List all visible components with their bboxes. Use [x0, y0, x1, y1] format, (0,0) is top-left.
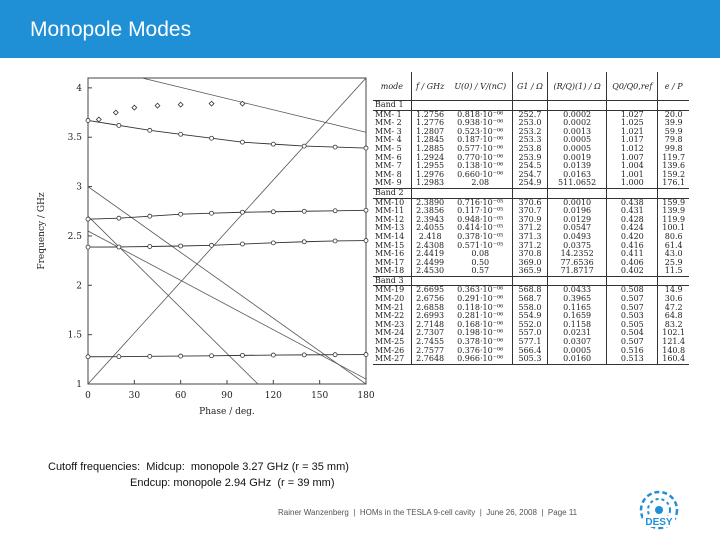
table-cell: 0.818·10⁻⁰⁶	[457, 109, 504, 119]
slide-title: Monopole Modes	[30, 18, 192, 41]
table-cell: 0.363·10⁻⁰⁶	[457, 285, 504, 295]
table-cell: 1.025	[607, 119, 658, 128]
table-cell: 0.1659	[547, 312, 606, 321]
table-cell: 2.4308	[411, 242, 448, 251]
x-axis-label: Phase / deg.	[199, 407, 255, 417]
table-cell: 2.4499	[411, 259, 448, 268]
data-point	[86, 217, 90, 221]
table-cell: 102.1	[658, 329, 689, 338]
table-cell: 253.2	[512, 128, 547, 137]
table-cell: 252.7	[512, 110, 547, 119]
data-point	[333, 239, 337, 243]
table-cell: 253.3	[512, 136, 547, 145]
table-cell: 0.0002	[547, 110, 606, 119]
data-point	[86, 355, 90, 359]
table-cell: 371.2	[512, 224, 547, 233]
data-point	[210, 243, 214, 247]
data-point	[240, 242, 244, 246]
table-cell: MM-18	[375, 266, 405, 276]
marker-point	[113, 110, 118, 115]
table-cell: 0.948·10⁻⁰⁵	[457, 214, 504, 224]
column-header: U(0) / V/(nC)	[449, 72, 513, 101]
series-line	[88, 120, 366, 148]
table-cell: 2.4055	[411, 224, 448, 233]
y-tick-label: 1	[76, 380, 82, 390]
data-point	[179, 354, 183, 358]
table-cell: 100.1	[658, 224, 689, 233]
table-cell: MM-21	[375, 302, 405, 312]
table-cell: MM-22	[375, 311, 405, 321]
data-point	[148, 354, 152, 358]
series-line	[88, 241, 366, 248]
marker-point	[132, 105, 137, 110]
table-cell: 568.7	[512, 295, 547, 304]
table-cell: 0.0019	[547, 154, 606, 163]
data-point	[271, 142, 275, 146]
table-cell: MM- 9	[375, 178, 402, 188]
table-cell: 0.523·10⁻⁰⁶	[457, 126, 504, 136]
table-cell: 39.9	[658, 119, 689, 128]
column-header: G1 / Ω	[512, 72, 547, 101]
table-cell: 1.001	[607, 171, 658, 180]
caption-line-1: Cutoff frequencies: Midcup: monopole 3.27 GHz (r = 35 mm)	[48, 461, 349, 473]
table-cell: 557.0	[512, 329, 547, 338]
table-cell: 0.138·10⁻⁰⁶	[457, 161, 504, 171]
slide-header	[0, 0, 720, 58]
table-cell: MM-12	[375, 214, 405, 224]
logo-text: DESY	[645, 517, 673, 528]
table-cell: 0.411	[607, 250, 658, 259]
table-cell: 2.418	[411, 233, 448, 242]
table-cell: 505.3	[512, 355, 547, 364]
data-point	[364, 353, 368, 357]
table-cell: 2.4530	[411, 267, 448, 276]
table-cell: MM- 6	[375, 152, 402, 162]
table-cell: MM-15	[375, 240, 405, 250]
band-label: Band 3	[373, 276, 411, 286]
table-cell: 0.431	[607, 207, 658, 216]
table-cell: 0.118·10⁻⁰⁶	[457, 302, 504, 312]
x-tick-label: 150	[311, 391, 329, 401]
table-cell: 0.378·10⁻⁰⁶	[457, 337, 504, 347]
table-cell: MM- 8	[375, 169, 402, 179]
table-cell: 2.7307	[411, 329, 448, 338]
table-cell: 0.0013	[547, 128, 606, 137]
table-cell: 0.505	[607, 321, 658, 330]
y-tick-label: 2.5	[67, 231, 82, 242]
table-cell: 1.2776	[411, 119, 448, 128]
table-cell: 2.3856	[411, 207, 448, 216]
data-point	[302, 353, 306, 357]
table-cell: 11.5	[658, 267, 689, 276]
data-point	[364, 239, 368, 243]
table-cell: 1.2955	[411, 162, 448, 171]
y-tick-label: 2	[76, 281, 82, 292]
footer-text: Rainer Wanzenberg | HOMs in the TESLA 9-cell cavity | June 26, 2008 | Page 11	[278, 508, 578, 517]
table-cell: 1.017	[607, 136, 658, 145]
table-cell: 119.7	[658, 154, 689, 163]
table-cell: 119.9	[658, 216, 689, 225]
data-point	[240, 210, 244, 214]
table-cell: 1.2756	[411, 110, 448, 119]
marker-point	[209, 101, 214, 106]
table-cell: 2.7455	[411, 338, 448, 347]
table-cell: 0.378·10⁻⁰⁵	[457, 231, 504, 241]
table-cell: 0.3965	[547, 295, 606, 304]
data-point	[333, 353, 337, 357]
table-cell: MM-25	[375, 337, 405, 347]
table-cell: 47.2	[658, 304, 689, 313]
table-cell: 1.021	[607, 128, 658, 137]
table-cell: 0.291·10⁻⁰⁶	[457, 294, 504, 304]
table-cell: 0.571·10⁻⁰⁵	[457, 240, 504, 250]
table-cell: 2.7577	[411, 347, 448, 356]
table-cell: 1.2983	[411, 179, 448, 188]
desy-logo	[634, 488, 684, 536]
table-cell: MM- 3	[375, 126, 402, 136]
table-cell: 0.0547	[547, 224, 606, 233]
table-cell: 2.6695	[411, 286, 448, 295]
table-cell: 2.4419	[411, 250, 448, 259]
table-cell: 1.007	[607, 154, 658, 163]
data-point	[179, 132, 183, 136]
column-header: (R/Q)(1) / Ω	[547, 72, 606, 101]
table-cell: 253.0	[512, 119, 547, 128]
band-label: Band 2	[373, 188, 411, 198]
data-point	[364, 208, 368, 212]
x-tick-label: 30	[128, 391, 141, 401]
table-cell: 0.1158	[547, 321, 606, 330]
table-cell: MM- 4	[375, 135, 402, 145]
table-cell: 159.9	[658, 198, 689, 207]
table-cell: 2.7648	[411, 355, 448, 364]
data-point	[333, 145, 337, 149]
table-cell: 77.6536	[547, 259, 606, 268]
table-cell: 43.0	[658, 250, 689, 259]
marker-point	[155, 103, 160, 108]
data-point	[302, 144, 306, 148]
table-cell: 0.507	[607, 295, 658, 304]
table-cell: 0.438	[607, 198, 658, 207]
x-tick-label: 90	[221, 391, 233, 401]
data-point	[117, 245, 121, 249]
table-cell: 253.8	[512, 145, 547, 154]
table-cell: 577.1	[512, 338, 547, 347]
table-cell: 371.3	[512, 233, 547, 242]
data-point	[117, 123, 121, 127]
table-cell: 0.08	[471, 249, 490, 259]
table-cell: 0.0493	[547, 233, 606, 242]
data-point	[117, 216, 121, 220]
table-cell: MM-11	[375, 206, 405, 216]
table-cell: 1.2976	[411, 171, 448, 180]
table-cell: 0.0196	[547, 207, 606, 216]
table-cell: 568.8	[512, 286, 547, 295]
table-cell: 0.503	[607, 312, 658, 321]
y-tick-label: 1.5	[67, 330, 82, 341]
data-point	[364, 146, 368, 150]
table-cell: 558.0	[512, 304, 547, 313]
table-cell: 0.0005	[547, 145, 606, 154]
table-cell: 0.281·10⁻⁰⁶	[457, 311, 504, 321]
table-header-row	[373, 72, 689, 101]
table-cell: 371.2	[512, 242, 547, 251]
table-cell: 1.004	[607, 162, 658, 171]
band-row	[373, 188, 689, 198]
table-cell: 0.0433	[547, 286, 606, 295]
table-cell: 64.8	[658, 312, 689, 321]
table-cell: 365.9	[512, 267, 547, 276]
band-label: Band 1	[373, 101, 411, 111]
table-cell: 0.0005	[547, 347, 606, 356]
table-cell: 254.9	[512, 179, 547, 188]
x-tick-label: 180	[357, 391, 375, 401]
table-cell: 2.3890	[411, 198, 448, 207]
table-cell: 0.0231	[547, 329, 606, 338]
table-cell: MM- 5	[375, 143, 402, 153]
y-tick-label: 4	[76, 83, 82, 94]
table-cell: 80.6	[658, 233, 689, 242]
table-cell: MM- 1	[375, 109, 402, 119]
table-cell: 2.6756	[411, 295, 448, 304]
table-cell: 0.513	[607, 355, 658, 364]
table-cell: 0.187·10⁻⁰⁶	[457, 135, 504, 145]
table-cell: 83.2	[658, 321, 689, 330]
table-cell: 139.6	[658, 162, 689, 171]
data-point	[148, 244, 152, 248]
data-point	[86, 245, 90, 249]
table-cell: 0.406	[607, 259, 658, 268]
table-cell: MM-16	[375, 249, 405, 259]
table-cell: 554.9	[512, 312, 547, 321]
table-cell: 176.1	[658, 179, 689, 188]
table-row	[373, 267, 689, 276]
column-header: mode	[373, 72, 411, 101]
table-cell: 0.57	[471, 266, 490, 276]
column-header: e / P	[658, 72, 689, 101]
table-cell: 61.4	[658, 242, 689, 251]
table-cell: 0.507	[607, 338, 658, 347]
table-cell: 0.424	[607, 224, 658, 233]
table-cell: 139.9	[658, 207, 689, 216]
table-cell: 0.938·10⁻⁰⁶	[457, 118, 504, 128]
table-cell: 0.516	[607, 347, 658, 356]
table-cell: MM-13	[375, 223, 405, 233]
data-point	[302, 209, 306, 213]
table-cell: 369.0	[512, 259, 547, 268]
table-cell: 0.428	[607, 216, 658, 225]
table-cell: 30.6	[658, 295, 689, 304]
y-tick-label: 3	[76, 182, 82, 193]
table-cell: 2.6858	[411, 304, 448, 313]
data-point	[210, 136, 214, 140]
data-point	[271, 353, 275, 357]
data-point	[179, 244, 183, 248]
table-cell: 0.414·10⁻⁰⁵	[457, 223, 504, 233]
table-cell: 0.660·10⁻⁰⁶	[457, 169, 504, 179]
table-cell: MM-23	[375, 319, 405, 329]
data-point	[210, 354, 214, 358]
table-cell: MM-20	[375, 294, 405, 304]
table-cell: 1.2924	[411, 154, 448, 163]
x-tick-label: 120	[264, 391, 282, 401]
table-cell: 0.50	[471, 257, 490, 267]
table-cell: 79.8	[658, 136, 689, 145]
table-cell: 370.7	[512, 207, 547, 216]
data-point	[240, 140, 244, 144]
data-point	[240, 353, 244, 357]
data-point	[117, 355, 121, 359]
table-cell: 0.0139	[547, 162, 606, 171]
table-cell: 1.000	[607, 179, 658, 188]
table-cell: 0.0160	[547, 355, 606, 364]
table-cell: 0.0010	[547, 198, 606, 207]
x-tick-label: 0	[85, 391, 91, 401]
light-line	[88, 78, 366, 384]
y-tick-label: 3.5	[67, 133, 82, 144]
table-cell: 2.08	[471, 178, 490, 188]
table-cell: 0.117·10⁻⁰⁵	[457, 206, 504, 216]
table-cell: 552.0	[512, 321, 547, 330]
table-cell: 0.770·10⁻⁰⁶	[457, 152, 504, 162]
table-cell: 0.504	[607, 329, 658, 338]
table-cell: MM-24	[375, 328, 405, 338]
table-cell: 566.4	[512, 347, 547, 356]
table-row	[373, 355, 689, 364]
band-row	[373, 101, 689, 111]
table-cell: 370.9	[512, 216, 547, 225]
table-cell: 0.0375	[547, 242, 606, 251]
y-axis-label: Frequency / GHz	[37, 192, 47, 270]
table-cell: MM- 7	[375, 161, 402, 171]
table-cell: 0.376·10⁻⁰⁶	[457, 345, 504, 355]
marker-point	[178, 102, 183, 107]
table-cell: 2.7148	[411, 321, 448, 330]
table-cell: 20.0	[658, 110, 689, 119]
table-cell: 0.577·10⁻⁰⁶	[457, 143, 504, 153]
table-cell: 0.507	[607, 304, 658, 313]
table-cell: 0.966·10⁻⁰⁶	[457, 354, 504, 364]
table-cell: 14.2352	[547, 250, 606, 259]
data-point	[333, 209, 337, 213]
table-cell: 0.0129	[547, 216, 606, 225]
table-cell: 0.0307	[547, 338, 606, 347]
table-cell: 0.508	[607, 286, 658, 295]
table-cell: 25.9	[658, 259, 689, 268]
table-cell: 2.6993	[411, 312, 448, 321]
table-cell: 253.9	[512, 154, 547, 163]
table-cell: MM-26	[375, 345, 405, 355]
table-cell: 0.402	[607, 267, 658, 276]
data-point	[148, 128, 152, 132]
x-tick-label: 60	[174, 391, 187, 401]
dispersion-chart	[30, 72, 375, 418]
table-cell: 14.9	[658, 286, 689, 295]
data-point	[179, 212, 183, 216]
table-cell: 160.4	[658, 355, 689, 364]
light-line	[88, 216, 258, 384]
table-cell: 0.168·10⁻⁰⁶	[457, 319, 504, 329]
modes-table	[373, 72, 689, 365]
table-cell: MM-10	[375, 197, 405, 207]
table-cell: 1.2807	[411, 128, 448, 137]
table-cell: 71.8717	[547, 267, 606, 276]
table-cell: MM- 2	[375, 118, 402, 128]
column-header: Q0/Q0,ref	[607, 72, 658, 101]
table-cell: 59.9	[658, 128, 689, 137]
table-cell: 159.2	[658, 171, 689, 180]
table-cell: 370.8	[512, 250, 547, 259]
table-cell: MM-14	[375, 231, 405, 241]
table-row	[373, 179, 689, 188]
table-cell: 0.1165	[547, 304, 606, 313]
data-point	[148, 214, 152, 218]
light-line	[142, 78, 366, 132]
table-cell: 254.5	[512, 162, 547, 171]
marker-point	[96, 117, 101, 122]
table-cell: MM-27	[375, 354, 405, 364]
table-cell: 1.012	[607, 145, 658, 154]
column-header: f / GHz	[411, 72, 448, 101]
table-cell: 0.0163	[547, 171, 606, 180]
table-cell: 0.416	[607, 242, 658, 251]
table-cell: 1.2845	[411, 136, 448, 145]
table-cell: 0.0002	[547, 119, 606, 128]
table-cell: 121.4	[658, 338, 689, 347]
table-cell: 0.716·10⁻⁰⁵	[457, 197, 504, 207]
table-cell: 254.7	[512, 171, 547, 180]
series-line	[88, 210, 366, 219]
data-point	[86, 118, 90, 122]
data-point	[210, 211, 214, 215]
data-point	[302, 240, 306, 244]
table-cell: 1.2885	[411, 145, 448, 154]
table-cell: 99.8	[658, 145, 689, 154]
caption-line-2: Endcup: monopole 2.94 GHz (r = 39 mm)	[130, 477, 335, 489]
table-cell: 0.198·10⁻⁰⁶	[457, 328, 504, 338]
table-cell: 511.0652	[547, 179, 606, 188]
table-cell: MM-17	[375, 257, 405, 267]
data-point	[271, 241, 275, 245]
table-cell: 370.6	[512, 198, 547, 207]
table-cell: 0.0005	[547, 136, 606, 145]
data-point	[271, 210, 275, 214]
table-cell: MM-19	[375, 285, 405, 295]
table-cell: 0.420	[607, 233, 658, 242]
table-cell: 2.3943	[411, 216, 448, 225]
table-cell: 1.027	[607, 110, 658, 119]
table-cell: 140.8	[658, 347, 689, 356]
